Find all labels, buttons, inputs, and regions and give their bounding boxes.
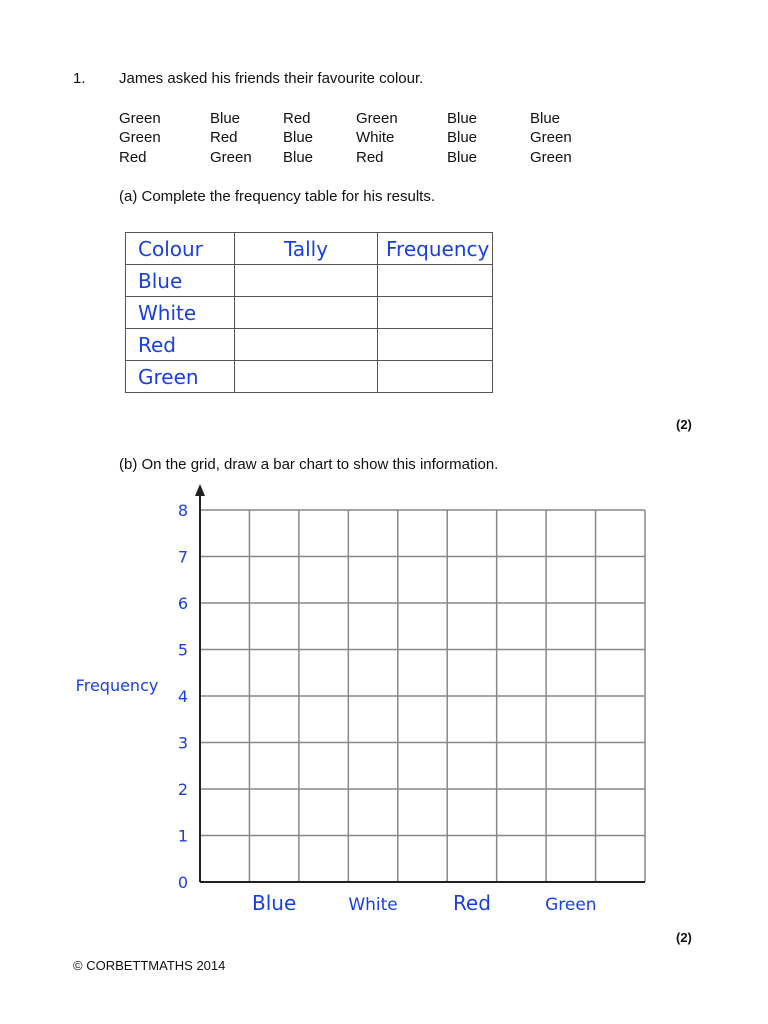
x-category-label: Red <box>452 891 491 915</box>
tally-cell[interactable] <box>235 297 378 329</box>
result-cell: Blue <box>283 129 314 146</box>
question-text: James asked his friends their favourite colour. <box>119 70 424 87</box>
table-header-row <box>126 233 493 265</box>
x-category-label: Green <box>545 895 597 915</box>
result-cell: Green <box>530 149 572 166</box>
y-tick-label: 1 <box>177 826 189 846</box>
frequency-cell[interactable] <box>378 265 493 297</box>
result-cell: Red <box>356 149 384 166</box>
tally-cell[interactable] <box>235 265 378 297</box>
survey-results <box>119 110 599 172</box>
row-colour: Green <box>126 361 235 393</box>
tally-cell[interactable] <box>235 361 378 393</box>
y-tick-label: 7 <box>177 547 189 567</box>
y-tick-label: 2 <box>177 780 189 799</box>
row-colour: Blue <box>126 265 235 297</box>
tally-cell[interactable] <box>235 329 378 361</box>
row-colour: Red <box>126 329 235 361</box>
part-b-marks: (2) <box>676 930 692 945</box>
frequency-cell[interactable] <box>378 329 493 361</box>
result-cell: Red <box>210 129 238 146</box>
y-tick-label: 3 <box>177 733 189 753</box>
y-axis-arrow-icon <box>195 484 205 496</box>
question-number: 1. <box>73 70 86 87</box>
table-row <box>126 297 493 329</box>
y-tick-label: 6 <box>177 594 189 613</box>
result-cell: Blue <box>447 110 478 127</box>
result-cell: Blue <box>210 110 241 127</box>
frequency-cell[interactable] <box>378 361 493 393</box>
result-cell: Green <box>119 110 161 127</box>
table-row <box>126 361 493 393</box>
header-frequency: Frequency <box>378 233 493 265</box>
result-cell: Blue <box>530 110 561 127</box>
header-colour: Colour <box>126 233 235 265</box>
result-cell: Blue <box>447 129 478 146</box>
x-category-label: Blue <box>252 891 297 915</box>
result-cell: Green <box>530 129 572 146</box>
result-cell: Blue <box>283 149 314 166</box>
frequency-table <box>125 232 493 393</box>
result-cell: Green <box>119 129 161 146</box>
result-cell: White <box>356 129 395 146</box>
result-cell: Green <box>210 149 252 166</box>
y-tick-label: 5 <box>177 640 189 660</box>
bar-chart-grid[interactable] <box>0 480 768 930</box>
result-cell: Green <box>356 110 398 127</box>
result-cell: Red <box>283 110 311 127</box>
result-cell: Blue <box>447 149 478 166</box>
part-a-instruction: (a) Complete the frequency table for his results. <box>119 188 435 205</box>
row-colour: White <box>126 297 235 329</box>
table-row <box>126 329 493 361</box>
part-b-instruction: (b) On the grid, draw a bar chart to show this information. <box>119 456 499 473</box>
table-row <box>126 265 493 297</box>
x-category-label: White <box>348 895 398 915</box>
result-cell: Red <box>119 149 147 166</box>
y-tick-label: 8 <box>177 501 189 520</box>
y-axis-label: Frequency <box>75 676 159 695</box>
y-tick-label: 0 <box>177 873 189 892</box>
frequency-cell[interactable] <box>378 297 493 329</box>
header-tally: Tally <box>235 233 378 265</box>
part-a-marks: (2) <box>676 417 692 432</box>
y-tick-label: 4 <box>177 687 189 706</box>
copyright: © CORBETTMATHS 2014 <box>73 958 226 973</box>
